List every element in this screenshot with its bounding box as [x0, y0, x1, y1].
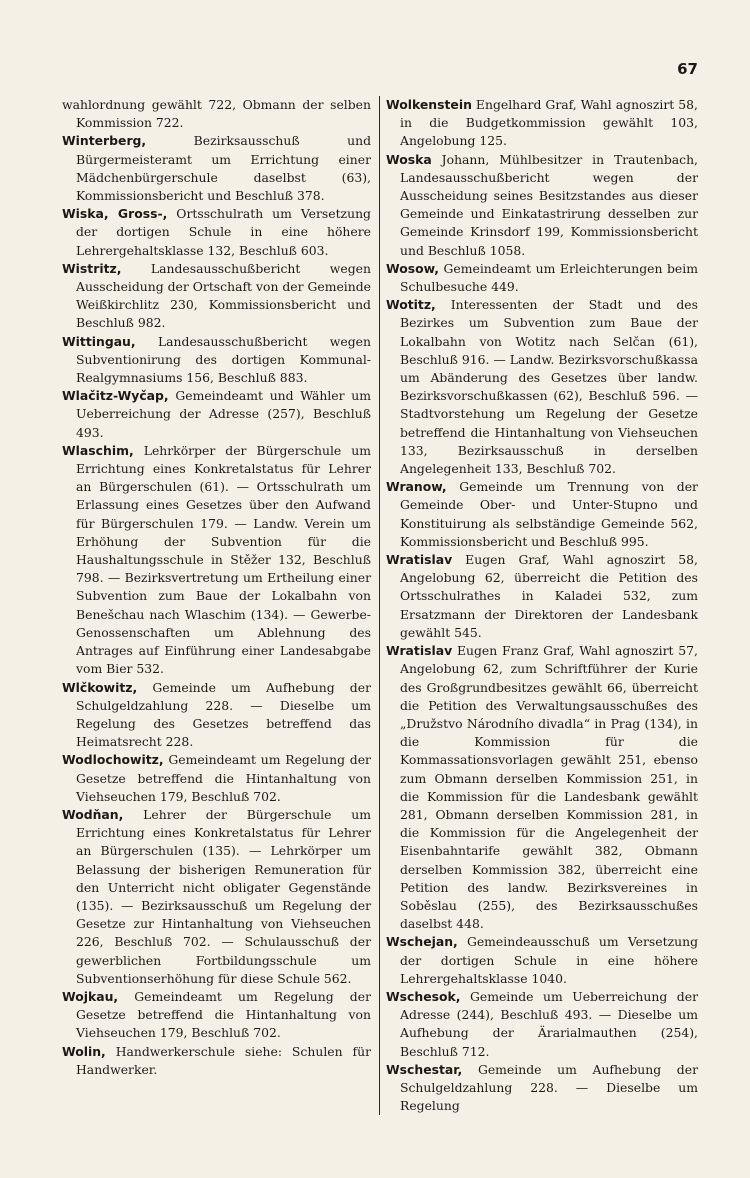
entry-text: Ortsschulrath um Versetzung der dortigen Schule in eine höhere Lehrergehaltsklasse 132, Beschluß 603. — [76, 206, 371, 258]
entry-text: Gemeinde um Trennung von der Gemeinde Ober- und Unter-Stupno und Konstituirung als selbständige Gemeinde 562, Kommissionsbericht und Beschluß 995. — [400, 479, 698, 549]
entry-text: Eugen Graf, Wahl agnoszirt 58, Angelobung 62, überreicht die Petition des Ortsschulrathes in Kaladei 532, zum Ersatzmann der Direktoren der Landesbank gewählt 545. — [400, 552, 698, 640]
entry-text: Gemeindeamt um Regelung der Gesetze betreffend die Hintanhaltung von Viehseuchen 179, Beschluß 702. — [76, 752, 371, 804]
index-entry — [386, 933, 698, 988]
index-entry — [62, 132, 371, 205]
entry-heading: Wlačitz-Wyčap, — [62, 388, 169, 404]
index-entry — [386, 988, 698, 1061]
entry-text: Gemeindeamt und Wähler um Ueberreichung der Adresse (257), Beschluß 493. — [76, 388, 371, 440]
index-entry — [62, 442, 371, 679]
index-entry — [62, 96, 371, 132]
entry-heading: Wojkau, — [62, 988, 119, 1004]
index-entry — [386, 296, 698, 478]
entry-heading: Wodňan, — [62, 806, 124, 822]
entry-text: Interessenten der Stadt und des Bezirkes um Subvention zum Baue der Lokalbahn von Wotitz nach Selčan (61), Beschluß 916. — Landw. Bezirksvorschußkassa um Abänderung des Gesetzes über landw. Bezirksvorschußkassen (62), Beschluß 596. — Stadtvorstehung um Regelung der Gesetze betreffend die Hintanhaltung von Viehseuchen 133, Bezirksausschuß in derselben Angelegenheit 133, Beschluß 702. — [400, 297, 698, 477]
entry-heading: Wlaschim, — [62, 442, 134, 458]
entry-text: Lehrer der Bürgerschule um Errichtung eines Konkretalstatus für Lehrer an Bürgerschulen (135). — Lehrkörper um Belassung der bisherigen Remuneration für den Unterricht nicht obligater Gegenstände (135). — Bezirksausschuß um Regelung der Gesetze zur Hintanhaltung von Viehseuchen 226, Beschluß 702. — Schulausschuß der gewerblichen Fortbildungsschule um Subventionserhöhung für diese Schule 562. — [76, 806, 371, 986]
index-entry — [386, 642, 698, 933]
entry-text: Engelhard Graf, Wahl agnoszirt 58, in die Budgetkommission gewählt 103, Angelobung 125. — [400, 97, 698, 149]
entry-text: Landesausschußbericht wegen Ausscheidung der Ortschaft von der Gemeinde Weißkirchlitz 230, Kommissionsbericht und Beschluß 982. — [76, 260, 372, 331]
entry-text: Gemeinde um Aufhebung der Schulgeldzahlung 228. — Dieselbe um Regelung — [400, 1061, 698, 1114]
entry-heading: Wratislav — [386, 552, 453, 568]
entry-heading: Wschestar, — [386, 1061, 463, 1077]
index-entry — [62, 333, 371, 388]
entry-text: Lehrkörper der Bürgerschule um Errichtung eines Konkretalstatus für Lehrer an Bürgerschulen (61). — Ortsschulrath um Erlassung eines Gesetzes über den Aufwand für Bürgerschulen 179. — Landw. Verein um Erhöhung der Subvention für die Haushaltungsschule in Stěžer 132, Beschluß 798. — Bezirksvertretung um Ertheilung einer Subvention zum Baue der Lokalbahn von Benešchau nach Wlaschim (134). — Gewerbe-Genossenschaften um Ablehnung des Antrages auf Einführung einer Landesabgabe vom Bier 532. — [76, 442, 371, 677]
entry-heading: Wschejan, — [386, 934, 458, 950]
entry-text: Gemeinde um Aufhebung der Schulgeldzahlung 228. — Dieselbe um Regelung des Gesetzes betreffend das Heimatsrecht 228. — [76, 679, 371, 750]
index-entry — [386, 551, 698, 642]
entry-heading: Wolin, — [62, 1043, 106, 1059]
entry-heading: Wratislav — [386, 643, 453, 659]
index-entry — [62, 751, 371, 806]
entry-text: Gemeindeamt um Regelung der Gesetze betreffend die Hintanhaltung von Viehseuchen 179, Beschluß 702. — [76, 988, 371, 1041]
index-entry — [62, 387, 371, 442]
page-number: 67 — [677, 60, 698, 78]
entry-text: Eugen Franz Graf, Wahl agnoszirt 57, Angelobung 62, zum Schriftführer der Kurie des Großgrundbesitzes gewählt 66, überreicht die Petition des Verwaltungsausschußes des „Družstvo Národního divadla“ in Prag (134), in die Kommission für die Kommassationsvorlagen gewählt 251, ebenso zum Obmann derselben Kommission 251, in die Kommission für die Landesbank gewählt 281, Obmann derselben Kommission 281, in die Kommission für die Angelegenheit der Eisenbahntarife gewählt 382, Obmann derselben Kommission 382, überreicht eine Petition des landw. Bezirksvereines in Soběslau (255), des Bezirksausschußes daselbst 448. — [400, 643, 698, 932]
index-entry — [62, 260, 371, 333]
entry-text: wahlordnung gewählt 722, Obmann der selben Kommission 722. — [62, 97, 371, 131]
left-column — [62, 96, 380, 1115]
index-entry — [386, 260, 698, 296]
entry-heading: Wotitz, — [386, 297, 436, 313]
entry-text: Gemeindeausschuß um Versetzung der dortigen Schule in eine höhere Lehrergehaltsklasse 1040. — [400, 934, 698, 986]
index-entry — [386, 96, 698, 151]
entry-heading: Wosow, — [386, 260, 439, 276]
index-entry — [62, 679, 371, 752]
index-entry — [62, 806, 371, 988]
entry-text: Bezirksausschuß und Bürgermeisteramt um Errichtung einer Mädchenbürgerschule daselbst (63), Kommissionsbericht und Beschluß 378. — [76, 133, 371, 204]
entry-heading: Wittingau, — [62, 333, 136, 349]
index-entry — [62, 205, 371, 260]
entry-heading: Winterberg, — [62, 133, 147, 149]
index-entry — [386, 151, 698, 260]
entry-heading: Wlčkowitz, — [62, 679, 138, 695]
entry-heading: Wodlochowitz, — [62, 752, 164, 768]
index-columns — [62, 96, 698, 1115]
right-column — [380, 96, 698, 1115]
entry-heading: Wolkenstein — [386, 97, 472, 112]
entry-text: Gemeindeamt um Erleichterungen beim Schulbesuche 449. — [400, 260, 698, 295]
entry-heading: Wiska, Gross-, — [62, 206, 168, 222]
index-entry — [62, 988, 371, 1043]
entry-heading: Wranow, — [386, 479, 447, 495]
entry-text: Johann, Mühlbesitzer in Trautenbach, Landesausschußbericht wegen der Ausscheidung seines Besitzstandes aus dieser Gemeinde und Einkatastrirung desselben zur Gemeinde Krinsdorf 199, Kommissionsbericht und Beschluß 1058. — [400, 151, 698, 258]
index-entry — [62, 1043, 371, 1079]
entry-heading: Wschesok, — [386, 988, 461, 1004]
index-entry — [386, 1061, 698, 1116]
index-entry — [386, 478, 698, 551]
entry-text: Handwerkerschule siehe: Schulen für Handwerker. — [76, 1043, 371, 1077]
entry-heading: Wistritz, — [62, 260, 122, 276]
entry-text: Gemeinde um Ueberreichung der Adresse (244), Beschluß 493. — Dieselbe um Aufhebung der Ärarialmauthen (254), Beschluß 712. — [400, 988, 698, 1059]
entry-heading: Woska — [386, 151, 432, 167]
entry-text: Landesausschußbericht wegen Subventionirung des dortigen Kommunal-Realgymnasiums 156, Beschluß 883. — [76, 333, 371, 386]
